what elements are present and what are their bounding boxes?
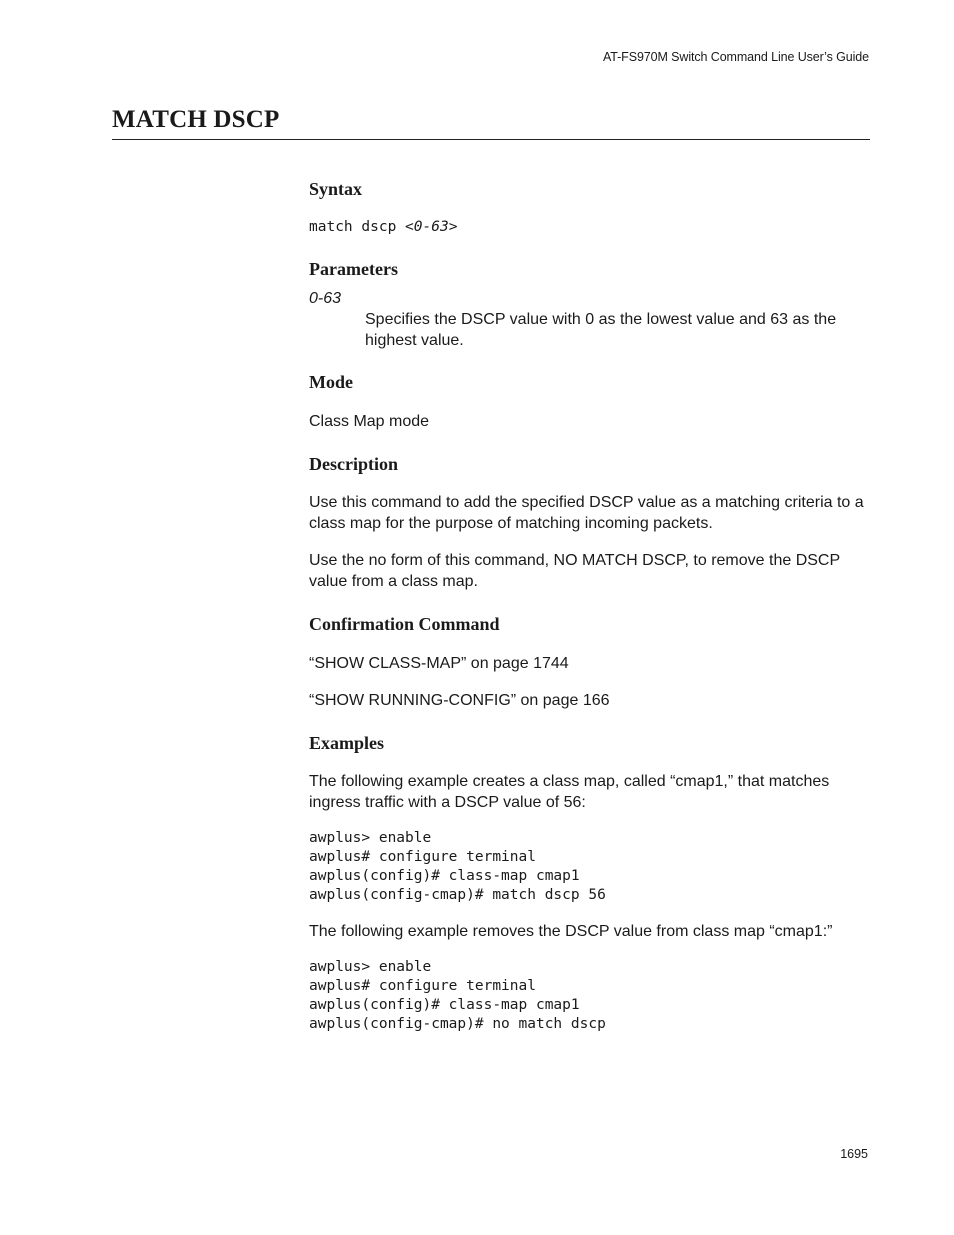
example-intro: The following example removes the DSCP value from class map “cmap1:”: [309, 923, 833, 940]
description-heading: Description: [309, 454, 398, 474]
code-line: awplus# configure terminal: [309, 849, 536, 865]
confirmation-heading: Confirmation Command: [309, 614, 500, 634]
confirmation-link[interactable]: “SHOW RUNNING-CONFIG” on page 166: [309, 692, 610, 709]
parameter-name: 0-63: [309, 290, 342, 307]
syntax-command-suffix: >: [448, 219, 458, 235]
code-line: awplus(config-cmap)# no match dscp: [309, 1016, 606, 1032]
syntax-command: [309, 218, 871, 237]
syntax-command-prefix: match dscp <: [309, 219, 414, 235]
description-paragraph: Use the no form of this command, NO MATCH DSCP, to remove the DSCP value from a class map.: [309, 552, 840, 590]
title-divider: [112, 139, 870, 140]
code-line: awplus(config)# class-map cmap1: [309, 997, 580, 1013]
code-line: awplus(config-cmap)# match dscp 56: [309, 887, 606, 903]
mode-text: Class Map mode: [309, 413, 430, 430]
code-line: awplus> enable: [309, 959, 432, 975]
syntax-heading: Syntax: [309, 179, 363, 199]
content-body: [309, 178, 871, 1034]
syntax-command-param: 0-63: [413, 219, 449, 235]
code-line: awplus# configure terminal: [309, 978, 536, 994]
parameters-heading: Parameters: [309, 259, 398, 279]
page-title: MATCH DSCP: [112, 106, 280, 133]
running-header: AT-FS970M Switch Command Line User’s Guide: [602, 50, 869, 64]
description-paragraph: Use this command to add the specified DSCP value as a matching criteria to a class map for the purpose of matching incoming packets.: [309, 494, 864, 532]
confirmation-link[interactable]: “SHOW CLASS-MAP” on page 1744: [309, 655, 569, 672]
mode-heading: Mode: [309, 372, 353, 392]
code-line: awplus> enable: [309, 830, 432, 846]
examples-heading: Examples: [309, 733, 385, 753]
code-line: awplus(config)# class-map cmap1: [309, 868, 580, 884]
parameter-description: Specifies the DSCP value with 0 as the lowest value and 63 as the highest value.: [365, 311, 837, 349]
page-number: 1695: [840, 1147, 868, 1161]
example-intro: The following example creates a class map, called “cmap1,” that matches ingress traffic with a DSCP value of 56:: [309, 773, 830, 811]
